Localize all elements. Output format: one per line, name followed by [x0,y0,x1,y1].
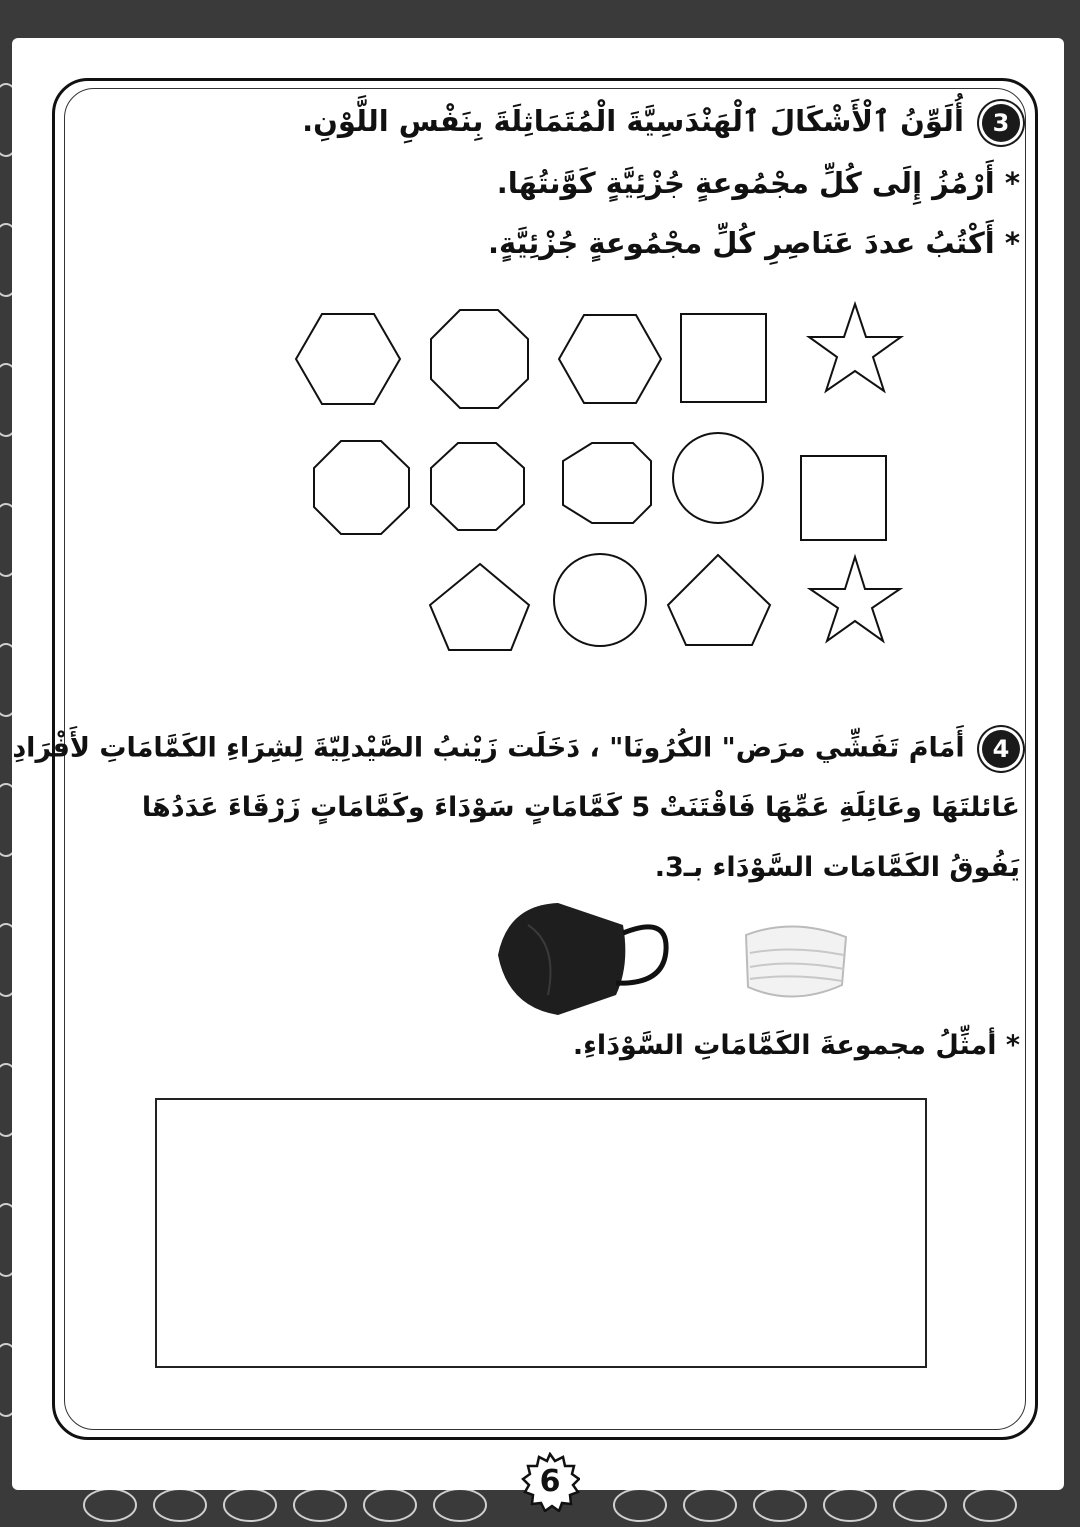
white-mask-image [738,915,853,1010]
question-4-line-2: عَائلتَهَا وعَائِلَةِ عَمِّهَا فَاقْتَنَتْ 5 كَمَّامَاتٍ سَوْدَاءَ وكَمَّامَاتٍ زَرْقَاءَ عَدَدُهَا [141,792,1020,823]
star-shape [809,304,901,391]
black-mask-image [488,895,673,1020]
question-number-badge: 3 [982,104,1020,142]
question-3-instruction-1: * أَرْمُزُ إِلَى كُلِّ مجْمُوعةٍ جُزْئِيَّةٍ كَوَّنتُهَا. [496,166,1020,200]
octagon-shape [431,310,528,408]
question-4-instruction: * أمثِّلُ مجموعةَ الكَمَّامَاتِ السَّوْدَاءِ. [572,1030,1020,1061]
page-number-badge [520,1452,580,1512]
answer-box[interactable] [155,1098,927,1368]
pentagon-shape [668,555,770,645]
hexagon-shape [296,314,400,404]
page-number: 6 [539,1464,561,1499]
square-shape [801,456,886,540]
circle-shape [554,554,646,646]
question-3-text: أُلَوِّنُ ٱلْأَشْكَالَ ٱلْهَنْدَسِيَّةَ الْمُتَمَاثِلَةَ بِنَفْسِ اللَّوْنِ. [302,104,964,138]
circle-shape [673,433,763,523]
question-number-badge: 4 [982,730,1020,768]
octagon-shape [314,441,409,534]
question-3-instruction-2: * أَكْتُبُ عددَ عَنَاصِرِ كُلِّ مجْمُوعةٍ جُزْئِيَّةٍ. [487,226,1020,260]
hexagon-shape [559,315,661,403]
question-4-line-3: يَفُوقُ الكَمَّامَات السَّوْدَاء بـ3. [654,852,1020,883]
octagon-shape [563,443,651,523]
question-4-text-1: أَمَامَ تَفَشِّي مرَض" الكُرُونَا" ، دَخَلَت زَيْنبُ الصَّيْدلِيّةَ لِشِرَاءِ الكَمَّامَاتِ لأَفْرَادِ [12,732,965,764]
pentagon-shape [430,564,529,650]
question-4-line-1 [12,730,1020,768]
octagon-shape [431,443,524,530]
square-shape [681,314,766,402]
star-shape [810,557,900,641]
